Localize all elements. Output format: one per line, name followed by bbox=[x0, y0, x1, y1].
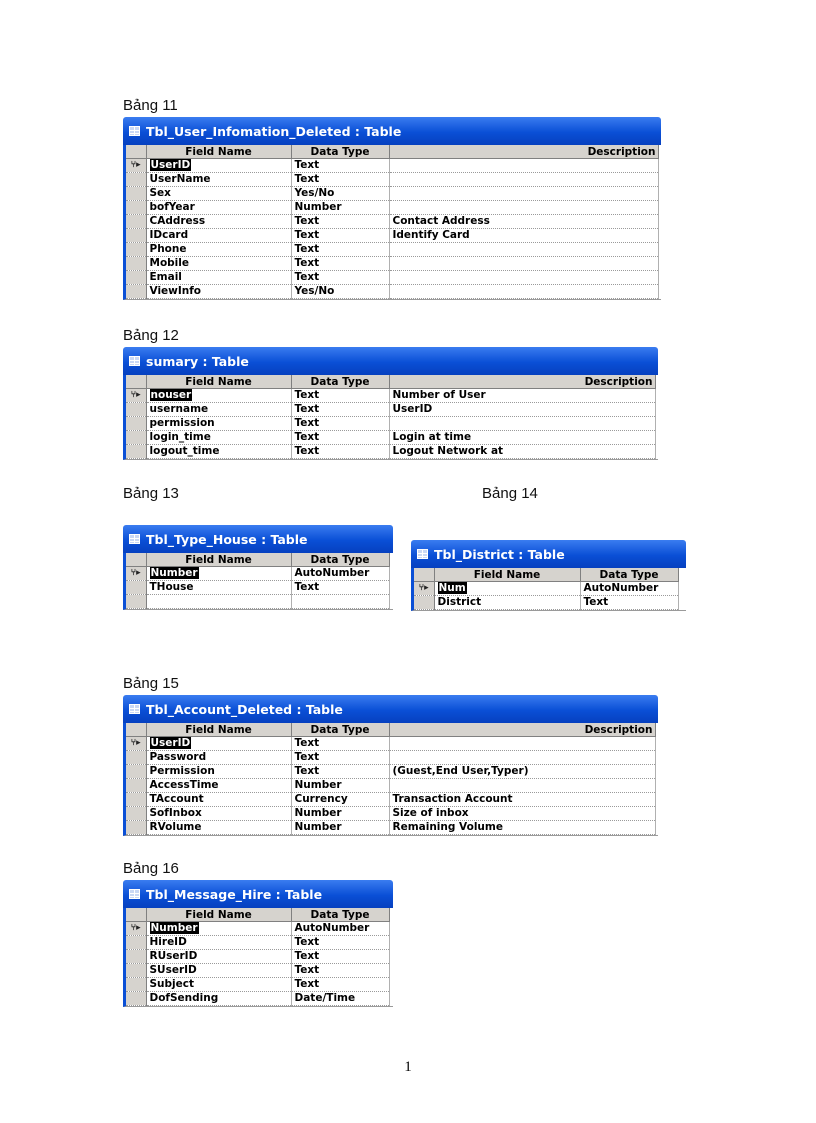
description-cell[interactable] bbox=[389, 737, 655, 751]
description-cell[interactable]: Transaction Account bbox=[389, 793, 655, 807]
row-selector[interactable] bbox=[126, 243, 146, 257]
table-row[interactable] bbox=[126, 793, 655, 807]
field-name-cell[interactable] bbox=[146, 389, 291, 403]
field-name-cell[interactable]: Mobile bbox=[146, 257, 291, 271]
field-name-cell[interactable]: bofYear bbox=[146, 201, 291, 215]
field-name-cell[interactable]: THouse bbox=[146, 581, 291, 595]
data-type-cell[interactable]: Text bbox=[291, 950, 389, 964]
field-name-text: Num bbox=[438, 582, 466, 594]
design-grid bbox=[411, 568, 686, 611]
row-selector[interactable] bbox=[126, 765, 146, 779]
table-title-bar[interactable] bbox=[411, 540, 686, 568]
row-selector[interactable] bbox=[126, 936, 146, 950]
data-type-cell[interactable]: AutoNumber bbox=[580, 582, 678, 596]
data-type-cell[interactable]: Text bbox=[291, 431, 389, 445]
row-selector[interactable] bbox=[126, 215, 146, 229]
row-selector[interactable] bbox=[126, 751, 146, 765]
description-cell[interactable] bbox=[389, 417, 655, 431]
table-row[interactable] bbox=[126, 271, 658, 285]
row-selector-header[interactable] bbox=[126, 375, 146, 389]
description-cell[interactable] bbox=[389, 271, 658, 285]
row-selector[interactable] bbox=[126, 779, 146, 793]
data-type-cell[interactable]: Text bbox=[291, 389, 389, 403]
table-title: Tbl_Message_Hire : Table bbox=[146, 886, 323, 902]
row-selector[interactable] bbox=[126, 595, 146, 609]
table-row[interactable] bbox=[414, 596, 678, 610]
row-selector[interactable] bbox=[126, 992, 146, 1006]
description-cell[interactable] bbox=[389, 187, 658, 201]
field-name-cell[interactable] bbox=[146, 922, 291, 936]
data-type-cell[interactable]: Number bbox=[291, 807, 389, 821]
table-title: Tbl_District : Table bbox=[434, 546, 565, 562]
row-selector[interactable] bbox=[414, 596, 434, 610]
table-row[interactable] bbox=[126, 215, 658, 229]
field-name-cell[interactable]: Permission bbox=[146, 765, 291, 779]
data-type-cell[interactable]: Text bbox=[291, 215, 389, 229]
table-row[interactable] bbox=[126, 581, 389, 595]
description-cell[interactable] bbox=[389, 159, 658, 173]
table-title-bar[interactable] bbox=[123, 347, 658, 375]
field-name-cell[interactable]: ViewInfo bbox=[146, 285, 291, 299]
column-header-data-type[interactable]: Data Type bbox=[291, 723, 389, 737]
data-type-cell[interactable]: Text bbox=[291, 964, 389, 978]
table-row[interactable] bbox=[126, 431, 655, 445]
primary-key-icon[interactable]: ⑂▸ bbox=[126, 159, 146, 173]
description-cell[interactable]: (Guest,End User,Typer) bbox=[389, 765, 655, 779]
field-name-cell[interactable]: login_time bbox=[146, 431, 291, 445]
table-row[interactable] bbox=[126, 445, 655, 459]
data-type-cell[interactable]: Number bbox=[291, 821, 389, 835]
row-selector[interactable] bbox=[126, 229, 146, 243]
field-name-cell[interactable]: CAddress bbox=[146, 215, 291, 229]
caption-table-12: Bảng 12 bbox=[123, 327, 179, 344]
field-name-cell[interactable] bbox=[146, 159, 291, 173]
empty-row[interactable] bbox=[126, 595, 389, 609]
row-selector[interactable] bbox=[126, 431, 146, 445]
caption-table-11: Bảng 11 bbox=[123, 97, 178, 114]
table-row[interactable] bbox=[126, 389, 655, 403]
design-grid bbox=[123, 145, 661, 300]
table-title-bar[interactable] bbox=[123, 695, 658, 723]
description-cell[interactable]: Login at time bbox=[389, 431, 655, 445]
row-selector[interactable] bbox=[126, 417, 146, 431]
data-type-cell[interactable]: Text bbox=[291, 765, 389, 779]
column-header-field-name[interactable]: Field Name bbox=[146, 908, 291, 922]
table-window-13 bbox=[123, 525, 393, 610]
primary-key-icon[interactable]: ⑂▸ bbox=[126, 922, 146, 936]
column-header-description[interactable]: Description bbox=[389, 145, 658, 159]
field-name-cell[interactable]: DofSending bbox=[146, 992, 291, 1006]
description-cell[interactable]: Remaining Volume bbox=[389, 821, 655, 835]
row-selector-header[interactable] bbox=[126, 145, 146, 159]
table-row[interactable] bbox=[126, 201, 658, 215]
field-name-cell[interactable]: Password bbox=[146, 751, 291, 765]
description-cell[interactable] bbox=[389, 257, 658, 271]
row-selector-header[interactable] bbox=[126, 553, 146, 567]
row-selector-header[interactable] bbox=[126, 908, 146, 922]
description-cell[interactable]: Contact Address bbox=[389, 215, 658, 229]
data-type-cell[interactable]: Text bbox=[291, 751, 389, 765]
table-title: sumary : Table bbox=[146, 353, 249, 369]
field-name-cell[interactable]: Subject bbox=[146, 978, 291, 992]
data-type-cell[interactable]: Text bbox=[291, 271, 389, 285]
description-cell[interactable]: UserID bbox=[389, 403, 655, 417]
data-type-cell[interactable]: Number bbox=[291, 779, 389, 793]
data-type-cell[interactable]: AutoNumber bbox=[291, 922, 389, 936]
data-type-cell[interactable]: Currency bbox=[291, 793, 389, 807]
description-cell[interactable]: Number of User bbox=[389, 389, 655, 403]
row-selector-header[interactable] bbox=[414, 568, 434, 582]
column-header-field-name[interactable]: Field Name bbox=[146, 723, 291, 737]
table-title-bar[interactable] bbox=[123, 525, 393, 553]
field-name-cell[interactable]: username bbox=[146, 403, 291, 417]
field-name-cell[interactable]: HireID bbox=[146, 936, 291, 950]
table-row[interactable] bbox=[126, 229, 658, 243]
description-cell[interactable]: Logout Network at bbox=[389, 445, 655, 459]
field-name-cell[interactable]: Sex bbox=[146, 187, 291, 201]
primary-key-icon[interactable]: ⑂▸ bbox=[126, 737, 146, 751]
data-type-cell[interactable]: Text bbox=[291, 936, 389, 950]
field-name-cell[interactable]: UserName bbox=[146, 173, 291, 187]
table-row[interactable] bbox=[126, 751, 655, 765]
row-selector[interactable] bbox=[126, 950, 146, 964]
table-row[interactable] bbox=[126, 737, 655, 751]
data-type-cell[interactable]: Text bbox=[291, 445, 389, 459]
field-name-cell[interactable]: permission bbox=[146, 417, 291, 431]
field-name-cell[interactable] bbox=[146, 737, 291, 751]
table-title-bar[interactable] bbox=[123, 117, 661, 145]
table-row[interactable] bbox=[126, 922, 389, 936]
table-icon bbox=[129, 356, 140, 366]
description-cell[interactable] bbox=[389, 779, 655, 793]
primary-key-icon[interactable]: ⑂▸ bbox=[126, 389, 146, 403]
table-row[interactable] bbox=[126, 807, 655, 821]
field-name-cell[interactable]: AccessTime bbox=[146, 779, 291, 793]
caption-table-14: Bảng 14 bbox=[482, 485, 538, 502]
data-type-cell[interactable]: Text bbox=[291, 581, 389, 595]
table-row[interactable] bbox=[126, 992, 389, 1006]
table-icon bbox=[129, 126, 140, 136]
data-type-cell[interactable]: Text bbox=[580, 596, 678, 610]
table-window-15 bbox=[123, 695, 658, 836]
column-header-field-name[interactable]: Field Name bbox=[146, 375, 291, 389]
row-selector[interactable] bbox=[126, 445, 146, 459]
caption-table-15: Bảng 15 bbox=[123, 675, 179, 692]
data-type-cell[interactable]: Yes/No bbox=[291, 187, 389, 201]
design-grid bbox=[123, 908, 393, 1007]
column-header-data-type[interactable]: Data Type bbox=[291, 908, 389, 922]
table-title: Tbl_Account_Deleted : Table bbox=[146, 701, 343, 717]
table-icon bbox=[417, 549, 428, 559]
table-title-bar[interactable] bbox=[123, 880, 393, 908]
row-selector[interactable] bbox=[126, 201, 146, 215]
data-type-cell[interactable]: Text bbox=[291, 417, 389, 431]
table-icon bbox=[129, 534, 140, 544]
empty-cell[interactable] bbox=[291, 595, 389, 609]
row-selector[interactable] bbox=[126, 807, 146, 821]
row-selector[interactable] bbox=[126, 257, 146, 271]
table-row[interactable] bbox=[414, 582, 678, 596]
table-row[interactable] bbox=[126, 417, 655, 431]
description-cell[interactable] bbox=[389, 173, 658, 187]
data-type-cell[interactable]: Yes/No bbox=[291, 285, 389, 299]
table-row[interactable] bbox=[126, 285, 658, 299]
row-selector[interactable] bbox=[126, 978, 146, 992]
table-window-11 bbox=[123, 117, 661, 300]
row-selector[interactable] bbox=[126, 793, 146, 807]
column-header-description[interactable]: Description bbox=[389, 375, 655, 389]
field-name-text: Number bbox=[150, 567, 198, 579]
primary-key-icon[interactable]: ⑂▸ bbox=[414, 582, 434, 596]
data-type-cell[interactable]: Date/Time bbox=[291, 992, 389, 1006]
column-header-field-name[interactable]: Field Name bbox=[146, 553, 291, 567]
table-title: Tbl_Type_House : Table bbox=[146, 531, 308, 547]
data-type-cell[interactable]: Text bbox=[291, 978, 389, 992]
column-header-data-type[interactable]: Data Type bbox=[291, 145, 389, 159]
row-selector[interactable] bbox=[126, 285, 146, 299]
row-selector[interactable] bbox=[126, 821, 146, 835]
primary-key-icon[interactable]: ⑂▸ bbox=[126, 567, 146, 581]
empty-cell[interactable] bbox=[146, 595, 291, 609]
table-row[interactable] bbox=[126, 159, 658, 173]
data-type-cell[interactable]: Text bbox=[291, 159, 389, 173]
field-name-cell[interactable]: IDcard bbox=[146, 229, 291, 243]
table-row[interactable] bbox=[126, 567, 389, 581]
field-name-cell[interactable]: Phone bbox=[146, 243, 291, 257]
page-number: 1 bbox=[404, 1059, 412, 1075]
description-cell[interactable]: Identify Card bbox=[389, 229, 658, 243]
field-name-cell[interactable] bbox=[434, 582, 580, 596]
field-name-text: Number bbox=[150, 922, 198, 934]
table-row[interactable] bbox=[126, 765, 655, 779]
field-name-cell[interactable]: SUserID bbox=[146, 964, 291, 978]
table-row[interactable] bbox=[126, 243, 658, 257]
row-selector[interactable] bbox=[126, 581, 146, 595]
description-cell[interactable] bbox=[389, 201, 658, 215]
table-row[interactable] bbox=[126, 173, 658, 187]
row-selector[interactable] bbox=[126, 403, 146, 417]
table-row[interactable] bbox=[126, 187, 658, 201]
field-name-cell[interactable]: District bbox=[434, 596, 580, 610]
field-name-cell[interactable]: SofInbox bbox=[146, 807, 291, 821]
table-row[interactable] bbox=[126, 950, 389, 964]
row-selector[interactable] bbox=[126, 187, 146, 201]
table-row[interactable] bbox=[126, 403, 655, 417]
table-row[interactable] bbox=[126, 978, 389, 992]
row-selector[interactable] bbox=[126, 173, 146, 187]
design-grid bbox=[123, 375, 658, 460]
column-header-data-type[interactable]: Data Type bbox=[291, 375, 389, 389]
column-header-data-type[interactable]: Data Type bbox=[580, 568, 678, 582]
field-name-cell[interactable]: Email bbox=[146, 271, 291, 285]
table-row[interactable] bbox=[126, 936, 389, 950]
data-type-cell[interactable]: Text bbox=[291, 403, 389, 417]
data-type-cell[interactable]: Text bbox=[291, 229, 389, 243]
column-header-field-name[interactable]: Field Name bbox=[146, 145, 291, 159]
field-name-cell[interactable]: RUserID bbox=[146, 950, 291, 964]
data-type-cell[interactable]: Text bbox=[291, 737, 389, 751]
field-name-cell[interactable] bbox=[146, 567, 291, 581]
table-row[interactable] bbox=[126, 779, 655, 793]
table-row[interactable] bbox=[126, 257, 658, 271]
table-icon bbox=[129, 889, 140, 899]
table-title: Tbl_User_Infomation_Deleted : Table bbox=[146, 123, 402, 139]
field-name-text: nouser bbox=[150, 389, 192, 401]
description-cell[interactable] bbox=[389, 285, 658, 299]
table-window-12 bbox=[123, 347, 658, 460]
column-header-data-type[interactable]: Data Type bbox=[291, 553, 389, 567]
description-cell[interactable] bbox=[389, 751, 655, 765]
field-name-text: UserID bbox=[150, 737, 191, 749]
table-row[interactable] bbox=[126, 964, 389, 978]
column-header-field-name[interactable]: Field Name bbox=[434, 568, 580, 582]
table-icon bbox=[129, 704, 140, 714]
data-type-cell[interactable]: AutoNumber bbox=[291, 567, 389, 581]
field-name-text: UserID bbox=[150, 159, 191, 171]
table-window-16 bbox=[123, 880, 393, 1007]
data-type-cell[interactable]: Text bbox=[291, 257, 389, 271]
row-selector[interactable] bbox=[126, 271, 146, 285]
row-selector-header[interactable] bbox=[126, 723, 146, 737]
caption-table-16: Bảng 16 bbox=[123, 860, 179, 877]
table-row[interactable] bbox=[126, 821, 655, 835]
design-grid bbox=[123, 553, 393, 610]
description-cell[interactable] bbox=[389, 243, 658, 257]
field-name-cell[interactable]: RVolume bbox=[146, 821, 291, 835]
data-type-cell[interactable]: Text bbox=[291, 243, 389, 257]
column-header-description[interactable]: Description bbox=[389, 723, 655, 737]
description-cell[interactable]: Size of inbox bbox=[389, 807, 655, 821]
table-window-14 bbox=[411, 540, 686, 611]
row-selector[interactable] bbox=[126, 964, 146, 978]
design-grid bbox=[123, 723, 658, 836]
data-type-cell[interactable]: Number bbox=[291, 201, 389, 215]
data-type-cell[interactable]: Text bbox=[291, 173, 389, 187]
field-name-cell[interactable]: TAccount bbox=[146, 793, 291, 807]
caption-table-13: Bảng 13 bbox=[123, 485, 179, 502]
field-name-cell[interactable]: logout_time bbox=[146, 445, 291, 459]
